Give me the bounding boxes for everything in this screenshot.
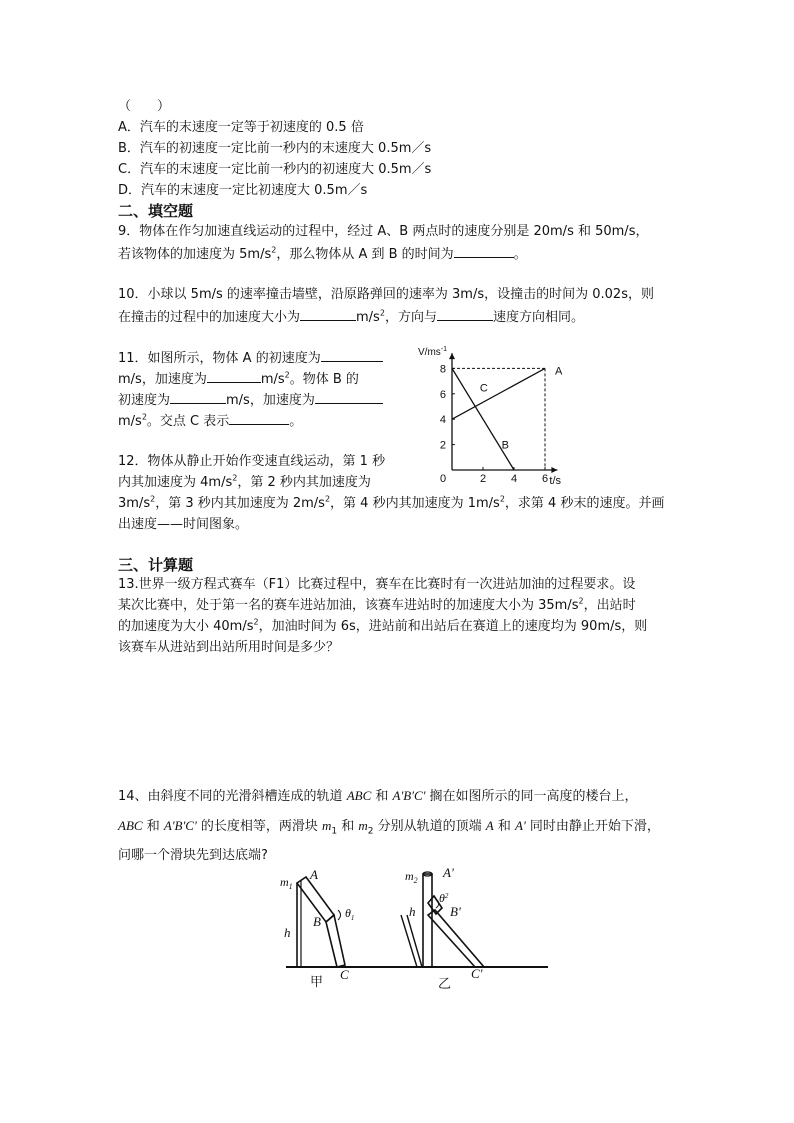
q9-line1: 9．物体在作匀加速直线运动的过程中，经过 A、B 两点时的速度分别是 20m/s 和 50m/s， (118, 224, 649, 239)
q9-blank[interactable] (454, 245, 514, 258)
q12-line4: 出速度——时间图象。 (118, 517, 249, 532)
y-axis-arrow (449, 353, 455, 359)
y-tick-label: 4 (439, 414, 446, 427)
q10-line2: 在撞击的过程中的加速度大小为 $m/s^2$，方向与 速度方向相同。 (118, 308, 584, 325)
q14-line3: 问哪一个滑块先到达底端? (118, 848, 268, 863)
right-label-B: B' (450, 904, 461, 919)
question-paren: （ ） (118, 99, 171, 114)
inclined-track-figure (270, 860, 560, 995)
intersection-label-C: C (479, 382, 488, 395)
left-label-C: C (340, 967, 349, 982)
left-caption: 甲 (310, 975, 324, 990)
x-tick-label: 6 (541, 473, 549, 485)
q11-blank-4[interactable] (315, 391, 383, 404)
q11-line2: m/s，加速度为 $m/s^2$。物体 B 的 (118, 370, 359, 387)
q11-line1: 11．如图所示，物体 A 的初速度为 (118, 349, 383, 367)
y-tick-label: 2 (439, 439, 446, 452)
q13-line4: 该赛车从进站到出站所用时间是多少？ (118, 640, 340, 655)
q10-blank-1[interactable] (300, 308, 356, 321)
q9-line2: 若该物体的加速度为 $5m/s^2$，那么物体从 A 到 B 的时间为 。 (118, 245, 527, 262)
right-m-label: $m_2$ (405, 869, 418, 885)
series-label-B: B (501, 439, 509, 452)
q12-line2: 内其加速度为 $4m/s^2$，第 2 秒内其加速度为 (118, 473, 371, 490)
series-label-A: A (555, 365, 563, 378)
left-m-label: $m_1$ (280, 875, 293, 891)
q11-blank-1[interactable] (321, 349, 383, 362)
x-axis-label: t/s (549, 475, 562, 487)
q11-blank-3[interactable] (170, 391, 226, 404)
q10-line1: 10．小球以 5m/s 的速率撞击墙壁，沿原路弹回的速率为 3m/s，设撞击的时间为 0.02s，则 (118, 287, 654, 302)
q11-line3: 初速度为 m/s，加速度为 (118, 391, 383, 409)
right-post (423, 874, 432, 967)
q13-line3: 的加速度为大小 $40m/s^2$，加油时间为 6s，进站前和出站后在赛道上的速度均为 90m/s，则 (118, 617, 648, 634)
q10-blank-2[interactable] (437, 308, 493, 321)
origin-label: 0 (440, 473, 447, 485)
right-label-A: A' (443, 865, 454, 880)
q12-line1: 12．物体从静止开始作变速直线运动，第 1 秒 (118, 454, 386, 469)
q14-line1: 14、由斜度不同的光滑斜槽连成的轨道 ABC 和 A'B'C' 搁在如图所示的同一高度的楼台上， (118, 788, 638, 804)
left-label-A: A (310, 867, 318, 882)
left-label-h: h (284, 925, 291, 940)
option-d: D．汽车的末速度一定比初速度大 0.5m／s (118, 183, 368, 198)
x-tick-label: 2 (479, 473, 487, 485)
q13-line2: 某次比赛中，处于第一名的赛车进站加油，该赛车进站时的加速度大小为 $35m/s^2$，出站时 (118, 596, 636, 613)
option-a: A．汽车的末速度一定等于初速度的 0.5 倍 (118, 120, 364, 135)
section-title-calc: 三、计算题 (118, 556, 194, 574)
right-theta: $\theta^2$ (439, 891, 449, 905)
velocity-time-graph (412, 340, 602, 490)
right-label-C: C' (471, 966, 483, 981)
right-caption: 乙 (438, 977, 452, 992)
series-line-A (452, 368, 545, 419)
right-label-h: h (409, 904, 416, 919)
y-tick-label: 8 (439, 363, 446, 376)
q11-blank-5[interactable] (229, 412, 289, 425)
left-theta: $\theta_1$ (345, 906, 355, 922)
q14-line2: ABC 和 A'B'C' 的长度相等，两滑块 $m_1$ 和 $m_2$ 分别从轨道的顶端 A 和 A' 同时由静止开始下滑， (118, 818, 660, 837)
y-tick-label: 6 (439, 388, 446, 401)
x-axis-arrow (551, 467, 557, 473)
section-title-fill-in: 二、填空题 (118, 202, 194, 220)
left-track-lower (326, 915, 345, 967)
q11-blank-2[interactable] (207, 370, 261, 383)
q13-line1: 13.世界一级方程式赛车（F1）比赛过程中，赛车在比赛时有一次进站加油的过程要求。设 (118, 577, 636, 592)
option-c: C．汽车的末速度一定比前一秒内的初速度大 0.5m／s (118, 162, 432, 177)
y-axis-label: $V/ms^{-1}$ (418, 346, 448, 359)
x-tick-label: 4 (510, 473, 518, 485)
option-b: B．汽车的初速度一定比前一秒内的末速度大 0.5m／s (118, 141, 432, 156)
q11-line4: $m/s^2$。交点 C 表示 。 (118, 412, 303, 429)
q12-line3: $3m/s^2$，第 3 秒内其加速度为 $2m/s^2$，第 4 秒内其加速度为 $1m/s^2$，求第 4 秒末的速度。并画 (118, 494, 665, 511)
left-label-B: B (313, 914, 321, 929)
